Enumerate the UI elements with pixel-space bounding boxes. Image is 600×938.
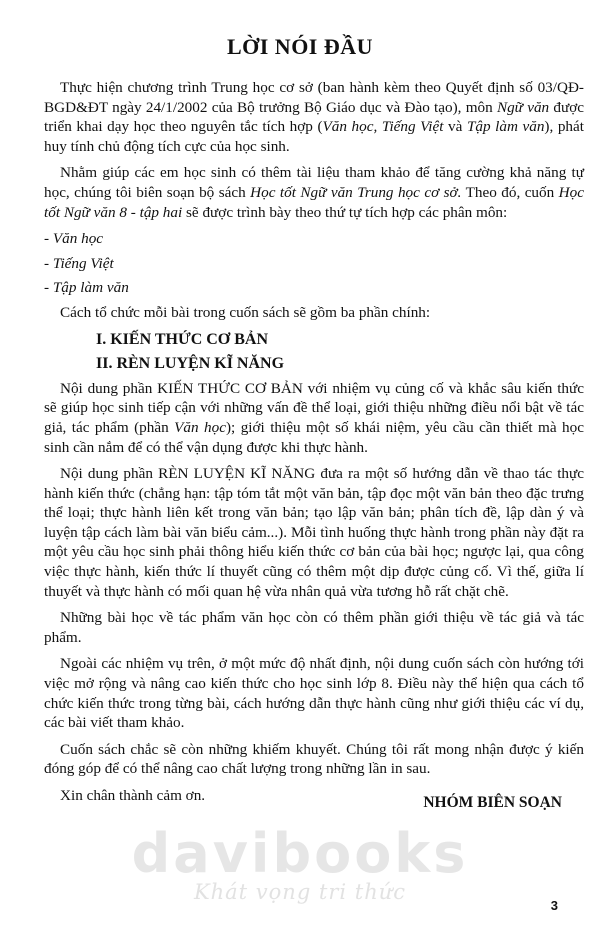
list-item: - Tiếng Việt [44, 254, 114, 272]
page-title: LỜI NÓI ĐẦU [226, 34, 374, 59]
section-heading-ii: II. RÈN LUYỆN KĨ NĂNG [96, 355, 285, 373]
closing-line: Xin chân thành cảm ơn. [60, 787, 206, 804]
paragraph-6: Những bài học về tác phẩm văn học còn có thêm phần giới thiệu về tác giả và tác phẩm. [44, 609, 584, 646]
section-heading-i: I. KIẾN THỨC CƠ BẢN [96, 330, 269, 348]
watermark-brand: davibooks [131, 822, 469, 885]
paragraph-4: Nội dung phần KIẾN THỨC CƠ BẢN với nhiệm vụ củng cố và khắc sâu kiến thức sẽ giúp học sinh tiếp cận với những vấn đề thể loại, giới thiệu những điều nổi bật về tác giả, tác phẩm (phần Văn học); giới thiệu một số khái niệm, yêu cầu cần thiết mà học sinh cần nắm để có thể vận dụng được khi thực hành. [44, 379, 584, 456]
preface-body [44, 78, 584, 813]
watermark-tagline: Khát vọng tri thức [193, 880, 407, 904]
paragraph-7: Ngoài các nhiệm vụ trên, ở một mức độ nhất định, nội dung cuốn sách còn hướng tới việc mở rộng và nâng cao kiến thức cho học sinh lớp 8. Điều này thể hiện qua cách tổ chức kiến thức trong từng bài, cách hướng dẫn thực hành cũng như giới thiệu các ví dụ, các bài viết tham khảo. [44, 655, 584, 732]
page-number: 3 [550, 898, 558, 913]
paragraph-2: Nhằm giúp các em học sinh có thêm tài liệu tham khảo để tăng cường khả năng tự học, chúng tôi biên soạn bộ sách Học tốt Ngữ văn Trung học cơ sở. Theo đó, cuốn Học tốt Ngữ văn 8 - tập hai sẽ được trình bày theo thứ tự tích hợp các phân môn: [44, 164, 584, 221]
paragraph-8: Cuốn sách chắc sẽ còn những khiếm khuyết. Chúng tôi rất mong nhận được ý kiến đóng góp để có thể nâng cao chất lượng trong những lần in sau. [44, 740, 584, 778]
paragraph-5: Nội dung phần RÈN LUYỆN KĨ NĂNG đưa ra một số hướng dẫn về thao tác thực hành kiến thức (chẳng hạn: tập tóm tắt một văn bản, tập đọc một văn bản theo đặc trưng thể loại; thực hành liên kết trong văn bản; tạo lập văn bản; phân tích đề, lập dàn ý và luyện tập cách làm bài văn biểu cảm...). Mỗi tình huống thực hành trong phần này đặt ra một yêu cầu học sinh phải thông hiểu kiến thức cơ bản của bài học; ngược lại, qua công việc thực hành, kiến thức lí thuyết cũng có thêm một dịp được củng cố. Vì thế, giữa lí thuyết và thực hành có mối quan hệ vừa nhân quả vừa tương hỗ rất chặt chẽ. [44, 465, 584, 600]
list-item: - Tập làm văn [44, 279, 129, 297]
paragraph-3: Cách tổ chức mỗi bài trong cuốn sách sẽ gồm ba phần chính: [60, 303, 431, 321]
paragraph-1: Thực hiện chương trình Trung học cơ sở (ban hành kèm theo Quyết định số 03/QĐ-BGD&ĐT ngày 24/1/2002 của Bộ trưởng Bộ Giáo dục và Đào tạo), môn Ngữ văn được triển khai dạy học theo nguyên tắc tích hợp (Văn học, Tiếng Việt và Tập làm văn), phát huy tính chủ động tích cực của học sinh. [44, 79, 584, 155]
list-item: - Văn học [44, 230, 104, 248]
signature: NHÓM BIÊN SOẠN [423, 794, 562, 811]
